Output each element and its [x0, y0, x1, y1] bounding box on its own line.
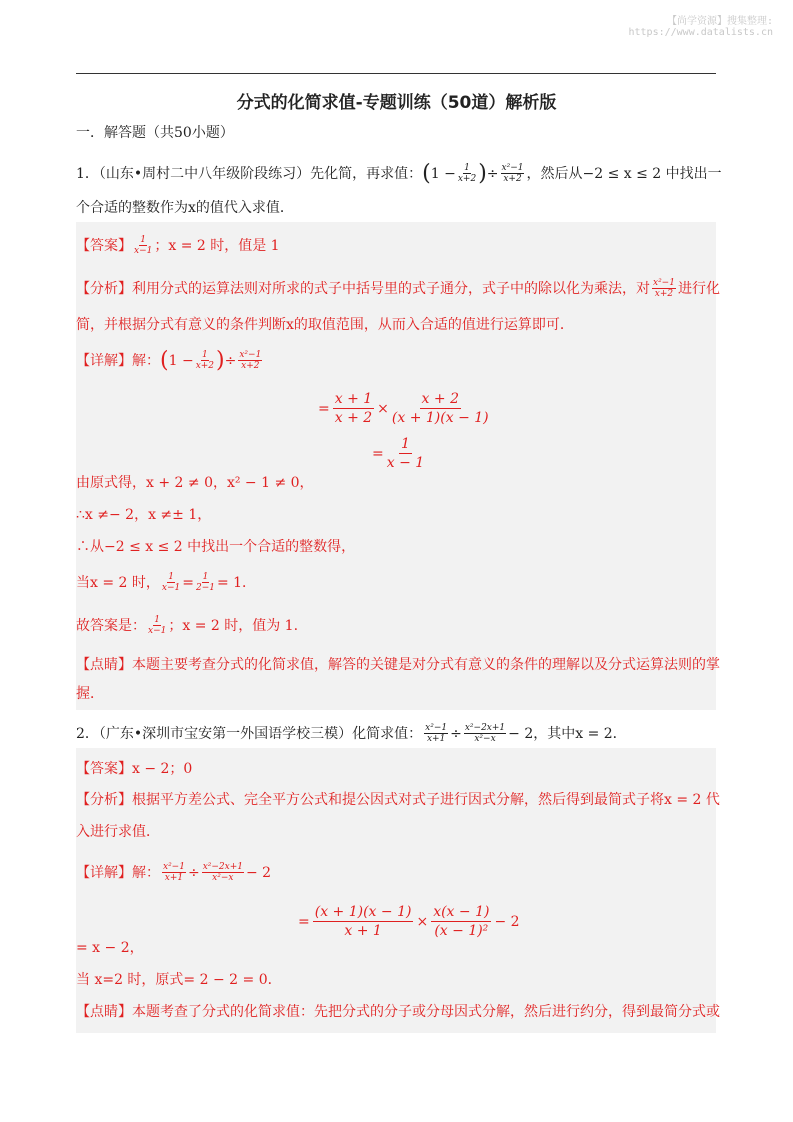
- paren: (: [422, 160, 431, 186]
- q2-line: 当 x=2 时，原式= 2 − 2 = 0．: [76, 972, 282, 988]
- frac: $\frac{\text{x²−1}}{x+1}$: [425, 723, 448, 744]
- q1-stem-text: 1．（山东•周村二中八年级阶段练习）先化简，再求值：: [76, 165, 423, 182]
- q2-detail-text: 解：: [132, 864, 160, 881]
- q1-eq2: [372, 435, 427, 472]
- answer-label: 【答案】: [76, 237, 132, 254]
- answer-label: 【答案】: [76, 761, 132, 777]
- div-sign: ÷: [224, 352, 237, 369]
- q1-comment-cont: 握．: [76, 686, 104, 702]
- div-sign: ÷: [486, 165, 499, 182]
- q1-answer-text: ；x = 2 时，值是 1: [154, 237, 280, 254]
- q1-frac2: $\frac{\text{x²−1}}{x+2}$: [501, 163, 524, 184]
- frac: $\frac{\text{x²−2x+1}}{\text{x²−x}}$: [202, 862, 243, 883]
- eq-sign: =: [182, 574, 194, 591]
- q2-stem-text: − 2，其中x = 2．: [508, 725, 627, 742]
- paren: (: [160, 347, 169, 373]
- section-heading: 一．解答题（共50小题）: [76, 125, 234, 141]
- q1-line: ∴从−2 ≤ x ≤ 2 中找出一个合适的整数得，: [76, 539, 356, 555]
- frac: $\frac{1}{x-1}$: [161, 572, 181, 593]
- q2-eq: [298, 903, 520, 940]
- q2-analysis-cont: 入进行求值．: [76, 824, 160, 840]
- q1-analysis-cont: 简，并根据分式有意义的条件判断x的取值范围，从而入合适的值进行运算即可．: [76, 317, 574, 333]
- q2-comment: [76, 1002, 720, 1022]
- eq-sign: =: [318, 400, 330, 417]
- q1-answer: [76, 235, 280, 256]
- q1-line: [76, 615, 298, 636]
- times-sign: ×: [377, 400, 389, 417]
- q1-line: [76, 572, 256, 593]
- paren: ): [216, 347, 225, 373]
- detail-label: 【详解】: [76, 352, 132, 369]
- header-rule: [76, 73, 716, 74]
- eq-sign: =: [298, 913, 310, 930]
- q2-answer-text: x − 2；0: [132, 761, 193, 777]
- q2-line: = x − 2，: [76, 940, 144, 956]
- frac: $\frac{x(x - 1)}{\text{(x − 1)²}}$: [433, 904, 490, 939]
- q1-line: 由原式得，x + 2 ≠ 0，x² − 1 ≠ 0，: [76, 475, 314, 491]
- q1-one-minus: 1 −: [168, 352, 194, 369]
- div-sign: ÷: [187, 864, 200, 881]
- comment-label: 【点睛】: [76, 1004, 132, 1020]
- text: − 2: [494, 913, 520, 930]
- q1-one-minus: 1 −: [430, 165, 456, 182]
- frac: $\frac{1}{x+2}$: [195, 350, 215, 371]
- q1-frac1: $\frac{1}{x+2}$: [457, 163, 477, 184]
- times-sign: ×: [416, 913, 429, 930]
- frac: $\frac{\text{x²−1}}{x+1}$: [163, 862, 185, 883]
- page-title: 分式的化简求值-专题训练（50道）解析版: [236, 93, 557, 113]
- q2-comment-text: 本题考查了分式的化简求值：先把分式的分子或分母因式分解，然后进行约分，得到最简分式或: [132, 1004, 720, 1020]
- q2-detail: [76, 862, 271, 883]
- q1-comment: [76, 655, 720, 675]
- q2-analysis: [76, 790, 720, 810]
- q1-analysis-text: 利用分式的运算法则对所求的式子中括号里的式子通分，式子中的除以化为乘法，对: [132, 280, 650, 297]
- detail-label: 【详解】: [76, 864, 132, 881]
- q1-analysis-text: 进行化: [677, 280, 720, 297]
- frac: $\frac{x + 2}{(x + 1)(x - 1)}$: [391, 391, 489, 426]
- text: ；x = 2 时，值为 1.: [168, 617, 299, 634]
- watermark-url: https://www.datalists.cn: [628, 27, 773, 38]
- frac: $\frac{(x + 1)(x - 1)}{x + 1}$: [314, 904, 412, 939]
- q1-eq1: [318, 390, 492, 427]
- paren: ): [478, 160, 487, 186]
- q1-stem: [76, 160, 722, 186]
- q1-stem-text: ，然后从−2 ≤ x ≤ 2 中找出一: [526, 165, 722, 182]
- eq-sign: =: [372, 445, 384, 462]
- q1-detail-text: 解：: [132, 352, 160, 369]
- text: = 1．: [216, 574, 257, 591]
- analysis-label: 【分析】: [76, 792, 132, 808]
- q1-stem-cont: 个合适的整数作为x的值代入求值．: [76, 200, 294, 216]
- q1-comment-text: 本题主要考查分式的化简求值，解答的关键是对分式有意义的条件的理解以及分式运算法则的掌: [132, 657, 720, 673]
- q1-analysis: [76, 278, 720, 299]
- q1-detail: [76, 347, 264, 373]
- q2-stem-text: 2．（广东•深圳市宝安第一外国语学校三模）化简求值：: [76, 725, 423, 742]
- frac: 1 x−1: [148, 615, 167, 636]
- q1-line: ∴x ≠− 2，x ≠± 1，: [76, 507, 212, 523]
- text: 当x = 2 时，: [76, 574, 160, 591]
- q1-answer-frac: 1 x−1: [134, 235, 153, 256]
- text: − 2: [245, 864, 272, 881]
- q2-answer: [76, 759, 192, 779]
- text: 故答案是：: [76, 617, 146, 634]
- frac: $\frac{1}{x - 1}$: [386, 436, 425, 471]
- comment-label: 【点睛】: [76, 657, 132, 673]
- analysis-label: 【分析】: [76, 280, 132, 297]
- div-sign: ÷: [450, 725, 462, 742]
- q1-analysis-frac: x²−1 x+2: [653, 278, 675, 299]
- frac: $\frac{1}{2-1}$: [195, 572, 215, 593]
- frac: $\frac{\text{x²−2x+1}}{\text{x²−x}}$: [464, 723, 506, 744]
- q2-stem: [76, 723, 627, 744]
- watermark-line1: 【尚学资源】搜集整理:: [666, 16, 773, 27]
- q2-analysis-text: 根据平方差公式、完全平方公式和提公因式对式子进行因式分解，然后得到最简式子将x = 2 代: [132, 792, 720, 808]
- frac: $\frac{\text{x²−1}}{x+2}$: [239, 350, 262, 371]
- frac: $\frac{x + 1}{x + 2}$: [334, 391, 373, 426]
